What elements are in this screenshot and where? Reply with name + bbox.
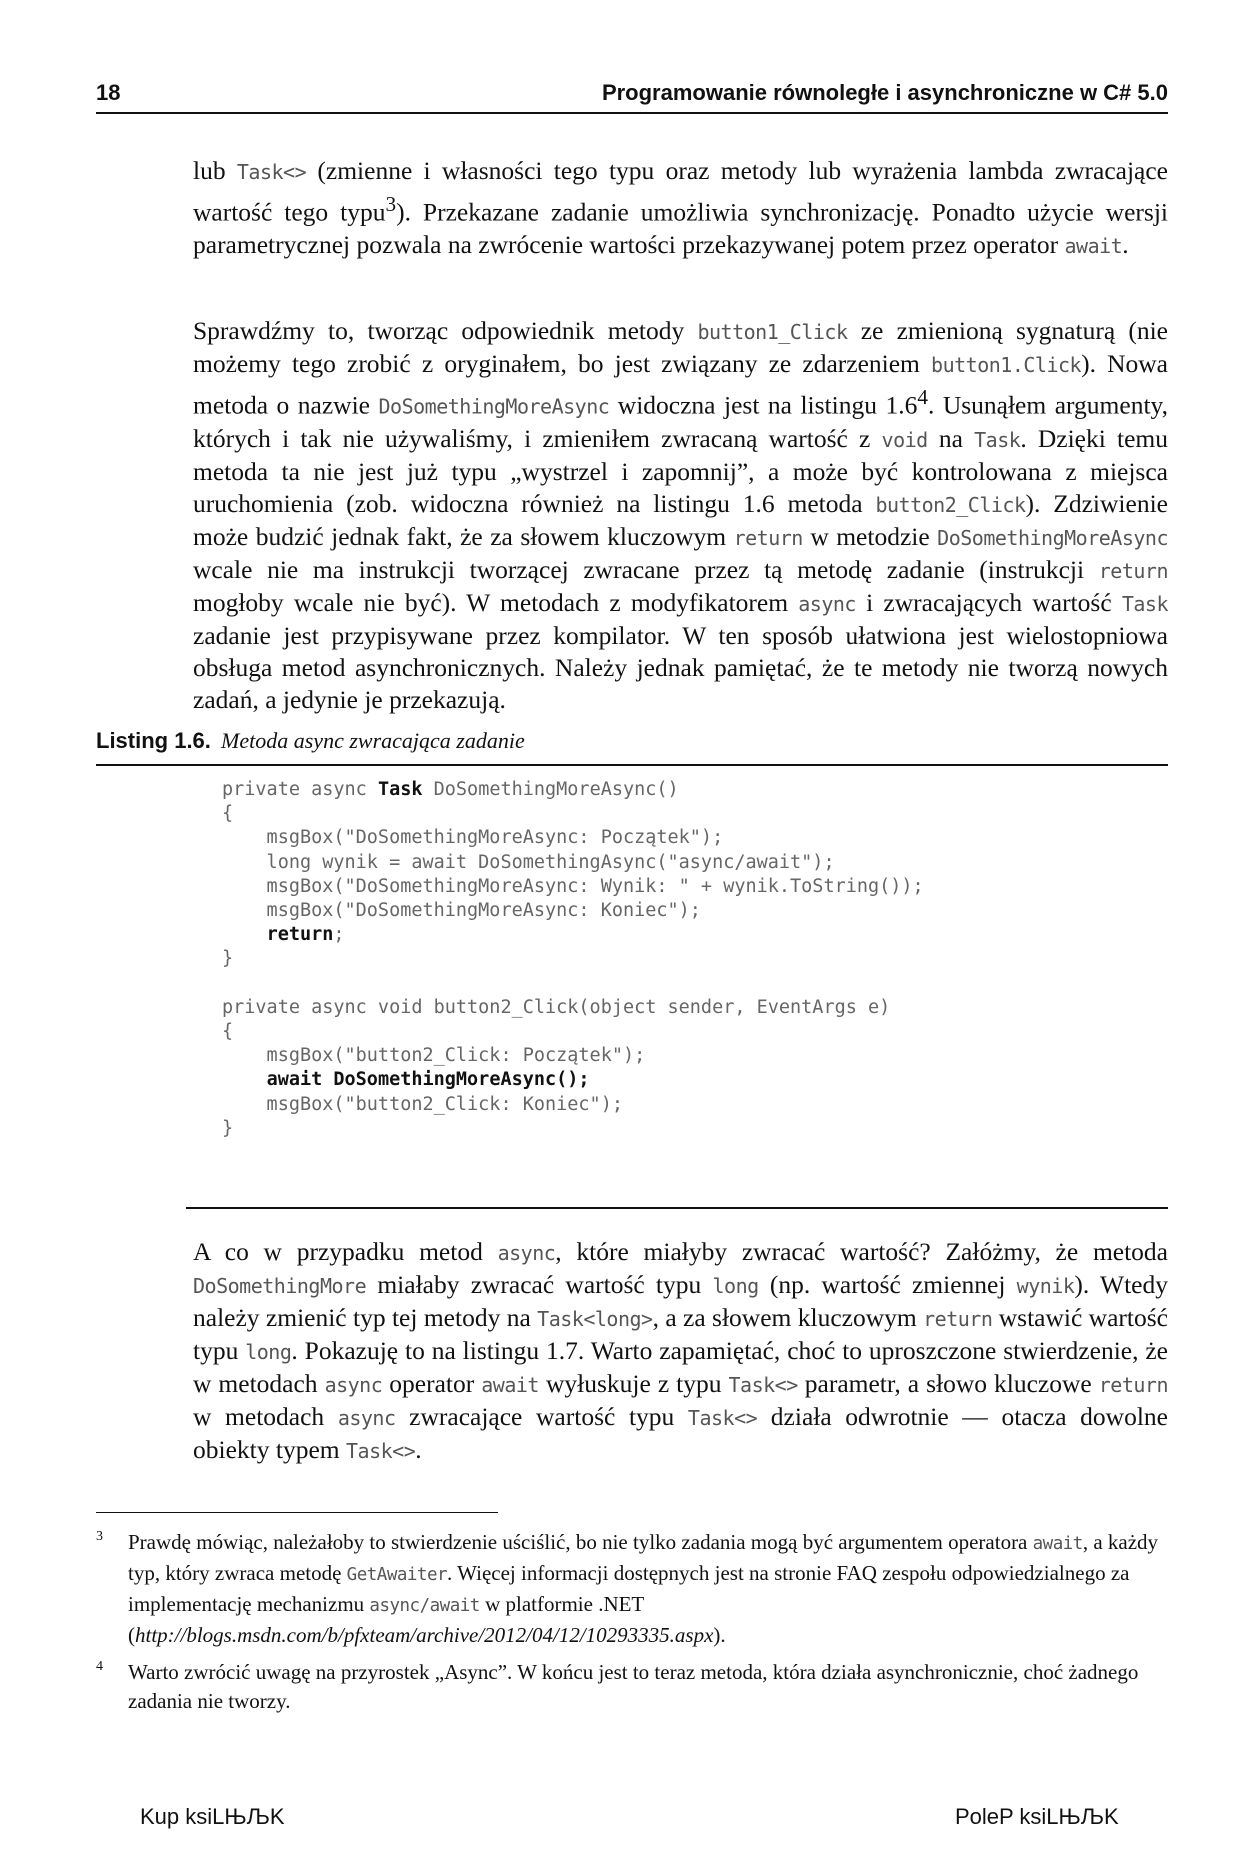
paragraph-3: A co w przypadku metod async, które miałyby zwracać wartość? Załóżmy, że metoda DoSomethingMore miałaby zwracać wartość typu long (np. wartość zmiennej wynik). Wtedy należy zmienić typ tej metody na Task<long>, a za słowem kluczowym return wstawić wartość typu long. Pokazuję to na listingu 1.7. Warto zapamiętać, choć to uproszczone stwierdzenie, że w metodach async operator await wyłuskuje z typu Task<> parametr, a słowo kluczowe return w metodach async zwracające wartość typu Task<> działa odwrotnie — otacza dowolne obiekty typem Task<>. [193, 1237, 1168, 1464]
footnote-url[interactable]: http://blogs.msdn.com/b/pfxteam/archive/2012/04/12/10293335.aspx [135, 1623, 714, 1647]
footer-right-label: PoleP ksiLЊЉK [955, 1804, 1119, 1829]
page-header [96, 80, 1168, 114]
footer-left-label: Kup ksiLЊЉK [140, 1804, 285, 1829]
listing-end-rule [186, 1207, 1168, 1209]
footnote-mark: 4 [96, 1659, 103, 1674]
footnote-ref-3[interactable]: 3 [385, 192, 397, 216]
footnote-text: Warto zwrócić uwagę na przyrostek „Async”. W końcu jest to teraz metoda, która działa asynchronicznie, choć żadnego zadania nie tworzy. [128, 1660, 1139, 1713]
page-number: 18 [96, 80, 121, 105]
running-title: Programowanie równoległe i asynchroniczne w C# 5.0 [601, 80, 1168, 105]
footnote-ref-4[interactable]: 4 [917, 385, 928, 409]
listing-label: Listing 1.6. [96, 728, 211, 753]
listing-caption [96, 728, 1168, 766]
paragraph-2: Sprawdźmy to, tworząc odpowiednik metody button1_Click ze zmienioną sygnaturą (nie możemy tego zrobić z oryginałem, bo jest związany ze zdarzeniem button1.Click). Nowa metoda o nazwie DoSomethingMoreAsync widoczna jest na listingu $1.6^4$. Usunąłem argumenty, których i tak nie używaliśmy, i zmieniłem zwracaną wartość z void na Task. Dzięki temu metoda ta nie jest już typu „wystrzel i zapomnij”, a może być kontrolowana z miejsca uruchomienia (zob. widoczna również na listingu 1.6 metoda button2_Click). Zdziwienie może budzić jednak fakt, że za słowem kluczowym return w metodzie DoSomethingMoreAsync wcale nie ma instrukcji tworzącej zwracane przez tą metodę zadanie (instrukcji return mogłoby wcale nie być). W metodach z modyfikatorem async i zwracających wartość Task zadanie jest przypisywane przez kompilator. W ten sposób ułatwiona jest wielostopniowa obsługa metod asynchronicznych. Należy jednak pamiętać, że te metody nie tworzą nowych zadań, a jedynie je przekazują. [193, 316, 1169, 714]
code-listing: private async Task DoSomethingMoreAsync() { msgBox("DoSomethingMoreAsync: Początek"); long wynik = await DoSomethingAsync("async/await"); msgBox("DoSomethingMoreAsync: Wynik: " + wynik.ToString()); msgBox("DoSomethingMoreAsync: Koniec"); return; } private async void button2_Click(object sender, EventArgs e) { msgBox("button2_Click: Początek"); await DoSomethingMoreAsync(); msgBox("button2_Click: Koniec"); } [222, 779, 924, 1139]
footnote-text: Prawdę mówiąc, należałoby to stwierdzenie uściślić, bo nie tylko zadania mogą być argumentem operatora await, a każdy typ, który zwraca metodę GetAwaiter. Więcej informacji dostępnych jest na stronie FAQ zespołu odpowiedzialnego za implementację mechanizmu async/await w platformie .NET (http://blogs.msdn.com/b/pfxteam/archive/2012/04/12/10293335.aspx). [128, 1530, 1159, 1647]
listing-title: Metoda async zwracająca zadanie [221, 728, 525, 753]
paragraph-1: lub Task<> (zmienne i własności tego typu oraz metody lub wyrażenia lambda zwracające wartość tego typu$^3$). Przekazane zadanie umożliwia synchronizację. Ponadto użycie wersji parametrycznej pozwala na zwrócenie wartości przekazywanej potem przez operator await. [193, 156, 1168, 259]
footnote-separator [96, 1512, 498, 1513]
footnote-mark: 3 [96, 1529, 103, 1544]
